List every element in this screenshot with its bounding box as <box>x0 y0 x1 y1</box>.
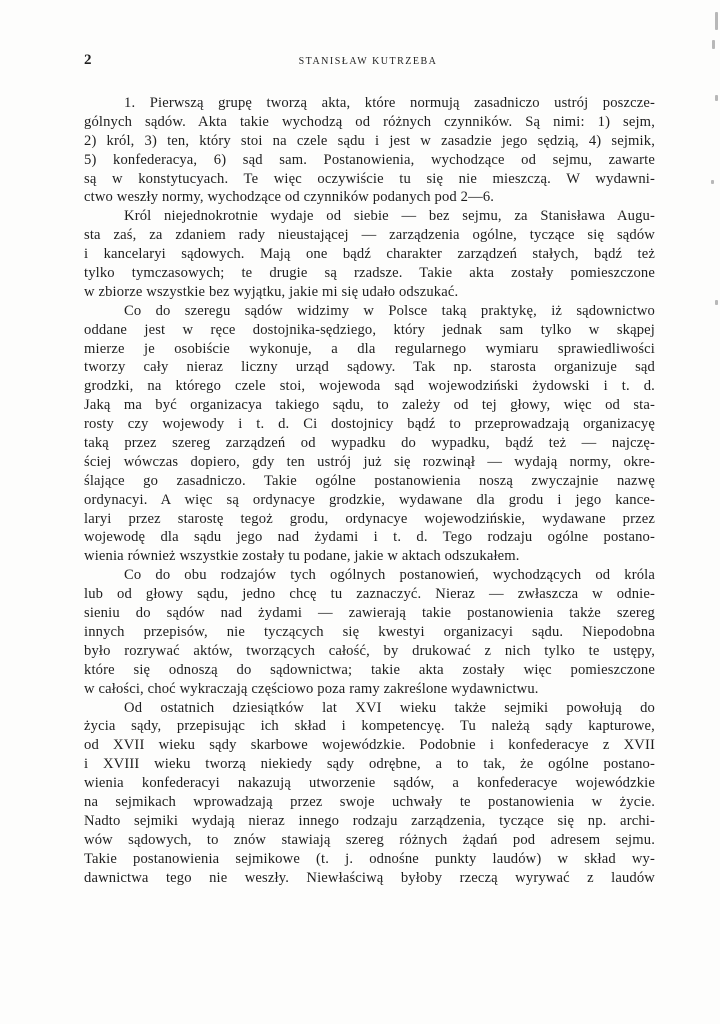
text-line: lub od głowy sądu, jedno chcę tu zaznaczyć. Nieraz — zwłaszcza w odnie- <box>84 586 655 603</box>
text-line: Takie postanowienia sejmikowe (t. j. odnośne punkty laudów) w skład wy- <box>84 850 655 867</box>
text-line: Co do obu rodzajów tych ogólnych postanowień, wychodzących od króla <box>124 567 655 584</box>
text-line: rosty czy wojewody i t. d. Ci dostojnicy bądź to przeprowadzają organizacyę <box>84 416 655 433</box>
text-line: sta zaś, za zdaniem rady nieustającej — zarządzenia ogólne, tyczące się sądów <box>84 227 655 244</box>
text-line: i XVIII wieku tworzą niekiedy sądy odrębne, a to tak, że ogólne postano- <box>84 756 655 773</box>
text-line: są w konstytucyach. Te więc oczywiście tu się nie mieszczą. W wydawni- <box>84 170 655 187</box>
text-line: 2) król, 3) ten, który stoi na czele sądu i jest w zasadzie jego sędzią, 4) sejmik, <box>84 132 655 149</box>
text-line: w zbiorze wszystkie bez wyjątku, jakie mi się udało odszukać. <box>84 283 459 300</box>
running-head-author: STANISŁAW KUTRZEBA <box>298 56 438 67</box>
text-line: które się odnoszą do sądownictwa; takie akta zostały więc pomieszczone <box>84 661 655 678</box>
text-line: Co do szeregu sądów widzimy w Polsce taką praktykę, iż sądownictwo <box>124 302 655 319</box>
text-line: na sejmikach wprowadzają przez swoje uchwały te postanowienia w życie. <box>84 793 655 810</box>
text-line: tylko tymczasowych; te drugie są rzadsze. Takie akta zostały pomieszczone <box>84 265 655 282</box>
text-line: wienia również wszystkie zostały tu podane, jakie w aktach odszukałem. <box>84 548 520 565</box>
text-line: oddane jest w ręce dostojnika-sędziego, który jednak sam tylko w skąpej <box>84 321 655 338</box>
text-line: wienia konfederacyi nakazują utworzenie sądów, a konfederacye wojewódzkie <box>84 775 655 792</box>
text-line: sieniu do sądów nad żydami — zawierają takie postanowienia także szereg <box>84 605 655 622</box>
scan-edge-noise <box>706 0 720 1024</box>
text-line: życia sądy, przepisując ich skład i kompetencyę. Tu należą sądy kapturowe, <box>84 718 655 735</box>
text-line: gólnych sądów. Akta takie wychodzą od różnych czynników. Są nimi: 1) sejm, <box>84 113 655 130</box>
text-line: od XVII wieku sądy skarbowe wojewódzkie. Podobnie i konfederacye z XVII <box>84 737 655 754</box>
running-header <box>84 52 652 72</box>
text-line: Nadto sejmiki wydają nieraz innego rodzaju zarządzenia, tyczące się np. archi- <box>84 812 655 829</box>
text-line: 5) konfederacya, 6) sąd sam. Postanowienia, wychodzące od sejmu, zawarte <box>84 151 655 168</box>
text-line: laryi przez starostę tegoż grodu, ordynacye wojewodzińskie, wydawane przez <box>84 510 655 527</box>
text-line: ściej wówczas dopiero, gdy ten ustrój już się rozwinął — wydają normy, okre- <box>84 453 655 470</box>
text-line: Jaką ma być organizacya takiego sądu, to zależy od tej głowy, więc od sta- <box>84 397 655 414</box>
text-line: dawnictwa tego nie weszły. Niewłaściwą byłoby rzeczą wyrywać z laudów <box>84 869 655 886</box>
body-text <box>84 94 655 887</box>
text-line: wów sądowych, to znów stawiają szereg różnych żądań pod adresem sejmu. <box>84 831 655 848</box>
text-line: tworzy cały nieraz liczny urząd sądowy. Tak np. starosta organizuje sąd <box>84 359 655 376</box>
text-line: ordynacyi. A więc są ordynacye grodzkie, wydawane dla grodu i jego kance- <box>84 491 655 508</box>
page-number: 2 <box>84 52 92 68</box>
text-line: w całości, choć wykraczają częściowo poza ramy zakreślone wydawnictwu. <box>84 680 539 697</box>
text-line: Król niejednokrotnie wydaje od siebie — bez sejmu, za Stanisława Augu- <box>124 208 655 225</box>
text-line: innych przepisów, nie tyczących się kwestyi organizacyi sądu. Niepodobna <box>84 623 655 640</box>
text-line: ślające go zasadniczo. Takie ogólne postanowienia noszą zwyczajnie nazwę <box>84 472 655 489</box>
text-line: 1. Pierwszą grupę tworzą akta, które normują zasadniczo ustrój poszcze- <box>124 95 655 111</box>
text-line: wojewodę dla sądu jego nad żydami i t. d. Tego rodzaju ogólne postano- <box>84 529 655 546</box>
text-line: taką przez szereg zarządzeń od wypadku do wypadku, bądź też — najczę- <box>84 435 655 452</box>
text-line: mierze je osobiście wykonuje, a dla regularnego wymiaru sprawiedliwości <box>84 340 655 357</box>
text-line: było rozrywać aktów, tworzących całość, by drukować z nich tylko te ustępy, <box>84 642 655 659</box>
text-line: grodzki, na którego czele stoi, wojewoda sąd wojewodziński żydowski i t. d. <box>84 378 655 395</box>
text-line: Od ostatnich dziesiątków lat XVI wieku także sejmiki powołują do <box>124 699 655 716</box>
text-line: ctwo weszły normy, wychodzące od czynników podanych pod 2—6. <box>84 189 495 206</box>
text-line: i kancelaryi sądowych. Mają one bądź charakter zarządzeń stałych, bądź też <box>84 246 655 263</box>
